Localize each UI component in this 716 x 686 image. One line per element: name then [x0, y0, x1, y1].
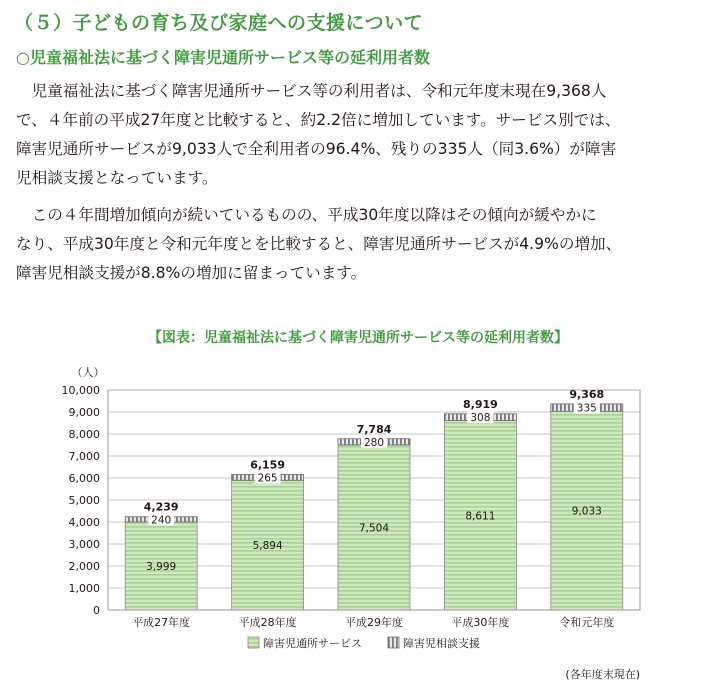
- chart-figure: [0, 318, 716, 686]
- y-tick-label: 10,000: [61, 384, 100, 397]
- x-tick-label: 令和元年度: [559, 616, 615, 629]
- paragraph-line: 児童福祉法に基づく障害児通所サービス等の利用者は、令和元年度末現在9,368人: [16, 82, 607, 100]
- paragraph-line: 障害児相談支援が8.8%の増加に留まっています。: [16, 264, 367, 282]
- legend-label: 障害児通所サービス: [263, 637, 362, 650]
- data-label-total: 9,368: [569, 387, 605, 401]
- data-label-total: 6,159: [250, 458, 285, 472]
- paragraph-line: 障害児通所サービスが9,033人で全利用者の96.4%、残りの335人（同3.6%）が障害: [16, 140, 617, 158]
- legend-swatch: [388, 637, 399, 648]
- subsection-title: ○児童福祉法に基づく障害児通所サービス等の延利用者数: [16, 48, 430, 67]
- paragraph-line: 児相談支援となっています。: [16, 169, 218, 187]
- data-label-tsusho: 3,999: [146, 561, 177, 574]
- y-tick-label: 8,000: [68, 428, 100, 441]
- y-tick-label: 9,000: [68, 406, 100, 419]
- stacked-bar-chart: [0, 318, 716, 686]
- data-label-sodan: 308: [470, 412, 491, 425]
- data-label-sodan: 240: [151, 514, 172, 527]
- y-tick-label: 5,000: [68, 494, 100, 507]
- legend-item-sodan: [388, 636, 480, 650]
- data-label-tsusho: 8,611: [465, 510, 496, 523]
- legend-swatch: [248, 637, 259, 648]
- chart-legend: [248, 636, 480, 650]
- y-tick-label: 4,000: [68, 516, 100, 529]
- x-tick-label: 平成27年度: [132, 616, 191, 629]
- data-label-sodan: 265: [257, 472, 278, 485]
- y-tick-label: 3,000: [68, 538, 100, 551]
- y-axis-unit-label: （人）: [71, 366, 105, 379]
- chart-note: (各年度末現在): [565, 668, 640, 681]
- data-label-sodan: 335: [576, 402, 597, 415]
- data-label-total: 4,239: [143, 500, 179, 514]
- data-label-tsusho: 5,894: [252, 540, 283, 553]
- legend-item-tsusho: [248, 636, 362, 650]
- data-label-total: 7,784: [356, 422, 392, 436]
- x-tick-label: 平成28年度: [238, 616, 297, 629]
- chart-title: 【図表：児童福祉法に基づく障害児通所サービス等の延利用者数】: [148, 330, 568, 346]
- y-tick-label: 2,000: [68, 560, 100, 573]
- y-tick-label: 7,000: [68, 450, 100, 463]
- y-tick-label: 0: [93, 604, 100, 617]
- paragraph-line: この４年間増加傾向が続いているものの、平成30年度以降はその傾向が緩やかに: [16, 206, 597, 224]
- data-label-tsusho: 9,033: [571, 505, 602, 518]
- legend-label: 障害児相談支援: [403, 637, 480, 650]
- paragraph-line: なり、平成30年度と令和元年度とを比較すると、障害児通所サービスが4.9%の増加、: [16, 235, 622, 253]
- data-label-sodan: 280: [363, 436, 385, 449]
- data-label-tsusho: 7,504: [358, 522, 390, 535]
- x-tick-label: 平成29年度: [345, 616, 403, 629]
- body-paragraph-2: [16, 201, 704, 288]
- section-title: （５）子どもの育ち及び家庭への支援について: [14, 12, 424, 34]
- x-tick-label: 平成30年度: [451, 616, 510, 629]
- y-tick-label: 6,000: [68, 472, 100, 485]
- paragraph-line: で、４年前の平成27年度と比較すると、約2.2倍に増加しています。サービス別では、: [16, 111, 621, 129]
- body-paragraph-1: [16, 77, 704, 193]
- data-label-total: 8,919: [463, 397, 498, 411]
- y-tick-label: 1,000: [68, 582, 100, 595]
